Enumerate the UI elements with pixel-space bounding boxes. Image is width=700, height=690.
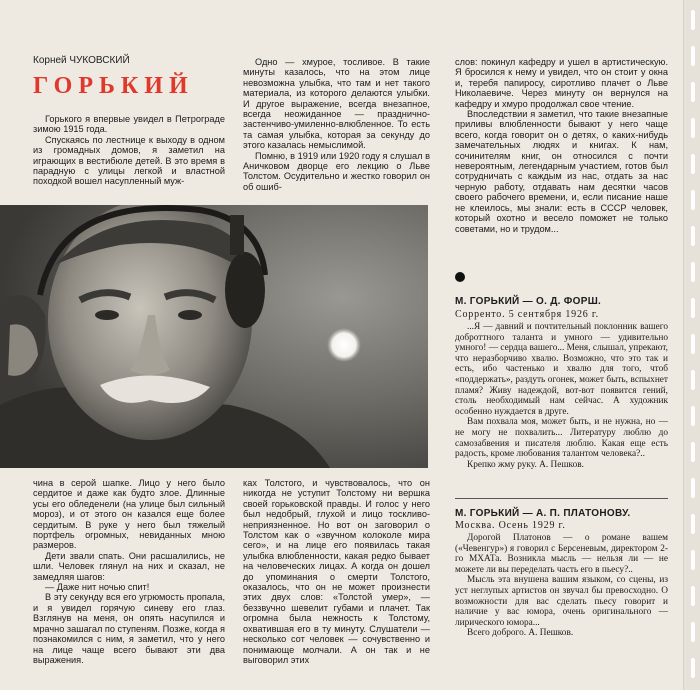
paragraph: Дети звали спать. Они расшалились, не шли. Человек глянул на них и сказал, не замедляя шагов: [33, 550, 225, 582]
paragraph: Вам похвала моя, может быть, и не нужна, но — не могу не похвалить... Литературу люблю до самозабвения и писателя люблю. Какая еще есть радость, кроме любования талантом человека?.. [455, 417, 668, 460]
column-1-bottom [33, 478, 225, 665]
paragraph: Всего доброго. А. Пешков. [467, 628, 574, 639]
section-divider [455, 498, 668, 499]
column-3-top [455, 57, 668, 234]
paragraph: Впоследствии я заметил, что такие внезапные приливы влюбленности бывают у него чаще всего, когда говорит он о детях, о каких-нибудь замечательных людях и книгах. К нам, сочинителям книг, он относился с почти невероятным, легендарным участием, готов был сотрудничать с каждым из нас, отдать за нас черную работу, отдавать нам десятки часов своего рабочего времени, и, если писание наше не клеилось, мы знали: есть в СССР человек, который охотно и весело поможет не только советами, но и трудом... [455, 109, 668, 234]
page-binding-strip [683, 0, 700, 690]
author-name: Корней ЧУКОВСКИЙ [33, 55, 130, 66]
letter-2-heading: М. ГОРЬКИЙ — А. П. ПЛАТОНОВУ. [455, 508, 631, 519]
paragraph: слов: покинул кафедру и ушел в артистическую. Я бросился к нему и увидел, что он стоит у окна и, теребя папиросу, сиротливо плачет о Льве Николаевиче. Через минуту он вернулся на кафедру и хмуро продолжал свое чтение. [455, 57, 668, 109]
paragraph: Спускаясь по лестнице к выходу в одном из громадных домов, я заметил на играющих в вестибюле детей. В это время в парадную с улицы легкой и властной походкой вошел насупленный муж- [33, 134, 225, 187]
paragraph: ...Я — давний и почтительный поклонник вашего доброттного таланта и умного — удивительно умного! — сердца вашего... Меня, слышал, упрекают, что неразборчиво хвалю. Возможно, что это так и есть, ибо частенько и хвалю для того, чтоб «поддержать», раздуть огонек, может быть, вспыхнет пламя? Живу надеждой, вот-вот появится гений, столь необходимый нам сейчас. А художник особенно нуждается в друге. [455, 322, 668, 417]
paragraph: Дорогой Платонов — о романе вашем («Чевенгур») я говорил с Берсеневым, директором 2-го МХАТа. Возникла мысль — нельзя ли — не можете ли вы переделать часть его в пьесу?.. [455, 533, 668, 575]
paragraph: чина в серой шапке. Лицо у него было сердитое и даже как будто злое. Длинные усы его обледенели (на улице был сильный мороз), и от этого он казался еще более сердитым. В руке у него был тяжелый портфель огромных, невиданных мною размеров. [33, 478, 225, 551]
paragraph: Мысль эта внушена вашим языком, со сцены, из уст неглупых артистов он звучал бы превосходно. О возможности для вас сделать пьесу говорит и наличие у вас юмора, очень оригинального — лирического юмора... [455, 575, 668, 628]
paragraph: ках Толстого, и чувствовалось, что он никогда не уступит Толстому ни вершка своей горьковской правды. И голос у него был недобрый, глухой и лицо тоскливо-неприязненное. Но вот он заговорил о Толстом как о «звучном колоколе мира сего», и на лице его появилась такая улыбка влюбленности, какая редко бывает на человеческих лицах. А когда он дошел до упоминания о смерти Толстого, оказалось, что он не может произнести этих двух слов: «Толстой умер», — беззвучно шевелит губами и плачет. Так огромна была нежность к Толстому, охватившая его в ту минуту. Слушатели — несколько сот человек — сочувственно и понимающе молчали. А он так и не выговорил этих [243, 478, 430, 665]
article-title: ГОРЬКИЙ [33, 73, 194, 99]
paragraph: Крепко жму руку. А. Пешков. [467, 459, 584, 470]
letter-2-body [455, 533, 668, 639]
letter-1-place-date: Сорренто. 5 сентября 1926 г. [455, 309, 599, 320]
letter-1-heading: М. ГОРЬКИЙ — О. Д. ФОРШ. [455, 296, 602, 307]
column-2-bottom [243, 478, 430, 665]
portrait-photo [0, 205, 428, 468]
paragraph: Одно — хмурое, тосливое. В такие минуты казалось, что на этом лице невозможна улыбка, что там и нет такого материала, из которого делаются улыбки. И другое выражение, всегда внезапное, всегда неожиданное — празднично-застенчиво-умиленно-влюбленное. То есть та самая улыбка, которая за секунду до этого казалась немыслимой. [243, 57, 430, 151]
letter-1-body [455, 322, 668, 470]
portrait-illustration [0, 205, 428, 468]
paragraph: — Даже нит ночью спит! [45, 582, 150, 593]
letter-2-place-date: Москва. Осень 1929 г. [455, 520, 566, 531]
paragraph: Помню, в 1919 или 1920 году я слушал в Аничковом дворце его лекцию о Льве Толстом. Осудительно и жестко говорил он об ошиб- [243, 150, 430, 192]
section-bullet [455, 272, 465, 282]
column-1-top [33, 114, 225, 187]
paragraph: Горького я впервые увидел в Петрограде зимою 1915 года. [33, 114, 225, 135]
paragraph: В эту секунду вся его угрюмость пропала, и я увидел горячую синеву его глаз. Взглянув на меня, он опять насупился и мрачно зашагал по ступеням. Позже, когда я познакомился с ним, я заметил, что у него на лице чаще всего бывают эти два выражения. [33, 592, 225, 665]
column-2-top [243, 57, 430, 192]
